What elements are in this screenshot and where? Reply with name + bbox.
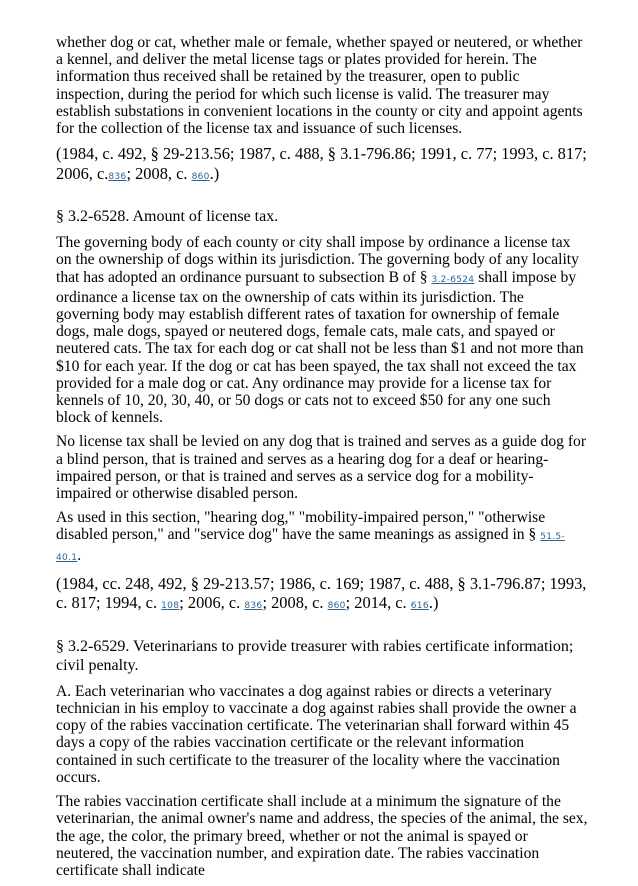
chapter-link-836[interactable]: 836 [244, 601, 263, 612]
citation-text: (1984, cc. 248, 492, § 29-213.57; 1986, c. 169; 1987, c. 488, § 3.1-796.87; 1993, c. 817; 1994, c. [56, 573, 587, 613]
paragraph-license-tags: whether dog or cat, whether male or female, whether spayed or neutered, or whether a kennel, and deliver the metal license tags or plates provided for herein. The information thus received shall be retained by the treasurer, open to public inspection, during the period for which such license is valid. The treasurer may establish substations in convenient locations in the county or city and appoint agents for the collection of the license tax and issuance of such licenses. [56, 34, 583, 138]
citation-text: ; 2008, c. [126, 163, 192, 183]
citation-text: ; 2014, c. [345, 593, 411, 613]
chapter-link-616[interactable]: 616 [410, 601, 429, 612]
section-heading-6529: § 3.2-6529. Veterinarians to provide treasurer with rabies certificate information; civil penalty. [56, 637, 574, 674]
paragraph-text: shall impose by ordinance a license tax on the ownership of cats within its jurisdiction. The governing body may establish different rates of taxation for ownership of female dogs, male dogs, spayed or neutered dogs, female cats, male cats, and spayed or neutered cats. The tax for each dog or cat shall not be less than $1 and not more than $10 for each year. If the dog or cat has been spayed, the tax shall not exceed the tax provided for a male dog or cat. Any ordinance may provide for a license tax for kennels of 10, 20, 30, 40, or 50 dogs or cats not to exceed $50 for any one such block of kennels. [56, 268, 584, 427]
chapter-link-860[interactable]: 860 [327, 601, 346, 612]
paragraph-text: . [77, 546, 82, 564]
chapter-link-860[interactable]: 860 [191, 171, 210, 182]
paragraph-definitions [56, 509, 588, 567]
section-heading-6528: § 3.2-6528. Amount of license tax. [56, 208, 279, 226]
document-page [56, 34, 588, 886]
citation-text: .) [428, 593, 439, 613]
paragraph-certificate-contents: The rabies vaccination certificate shall include at a minimum the signature of the veterinarian, the animal owner's name and address, the species of the animal, the sex, the age, the color, the primary breed, whether or not the animal is spayed or neutered, the vaccination number, and expiration date. The rabies vaccination certificate shall indicate [56, 793, 588, 879]
paragraph-text: The governing body of each county or city shall impose by ordinance a license tax on the ownership of dogs within its jurisdiction. The governing body of any locality that has adopted an ordinance pursuant to subsection B of § [56, 234, 579, 286]
citation-history-6527 [56, 144, 588, 187]
citation-text: (1984, c. 492, § 29-213.56; 1987, c. 488, § 3.1-796.86; 1991, c. 77; 1993, c. 817; 2006, c. [56, 144, 587, 183]
paragraph-veterinarian-duty: A. Each veterinarian who vaccinates a dog against rabies or directs a veterinary technician in his employ to vaccinate a dog against rabies shall provide the owner a copy of the rabies vaccination certificate. The veterinarian shall forward within 45 days a copy of the rabies vaccination certificate or the relevant information contained in such certificate to the treasurer of the locality where the vaccination occurs. [56, 682, 577, 786]
citation-text: ; 2006, c. [179, 593, 245, 613]
section-link-51-5-40-1[interactable]: 51.5-40.1 [56, 532, 565, 563]
citation-text: ; 2008, c. [262, 593, 328, 613]
chapter-link-108[interactable]: 108 [161, 601, 180, 612]
citation-history-6528 [56, 574, 588, 617]
citation-text: .) [209, 163, 220, 183]
paragraph-text: As used in this section, "hearing dog," "mobility-impaired person," "otherwise disabled person," and "service dog" have the same meanings as assigned in § [56, 509, 546, 544]
paragraph-exemptions: No license tax shall be levied on any dog that is trained and serves as a guide dog for a blind person, that is trained and serves as a hearing dog for a deaf or hearing-impaired person, or that is trained and serves as a service dog for a mobility-impaired or otherwise disabled person. [56, 433, 587, 503]
paragraph-license-tax-amount [56, 234, 588, 426]
chapter-link-836[interactable]: 836 [108, 171, 127, 182]
section-link-3-2-6524[interactable]: 3.2-6524 [431, 274, 475, 285]
